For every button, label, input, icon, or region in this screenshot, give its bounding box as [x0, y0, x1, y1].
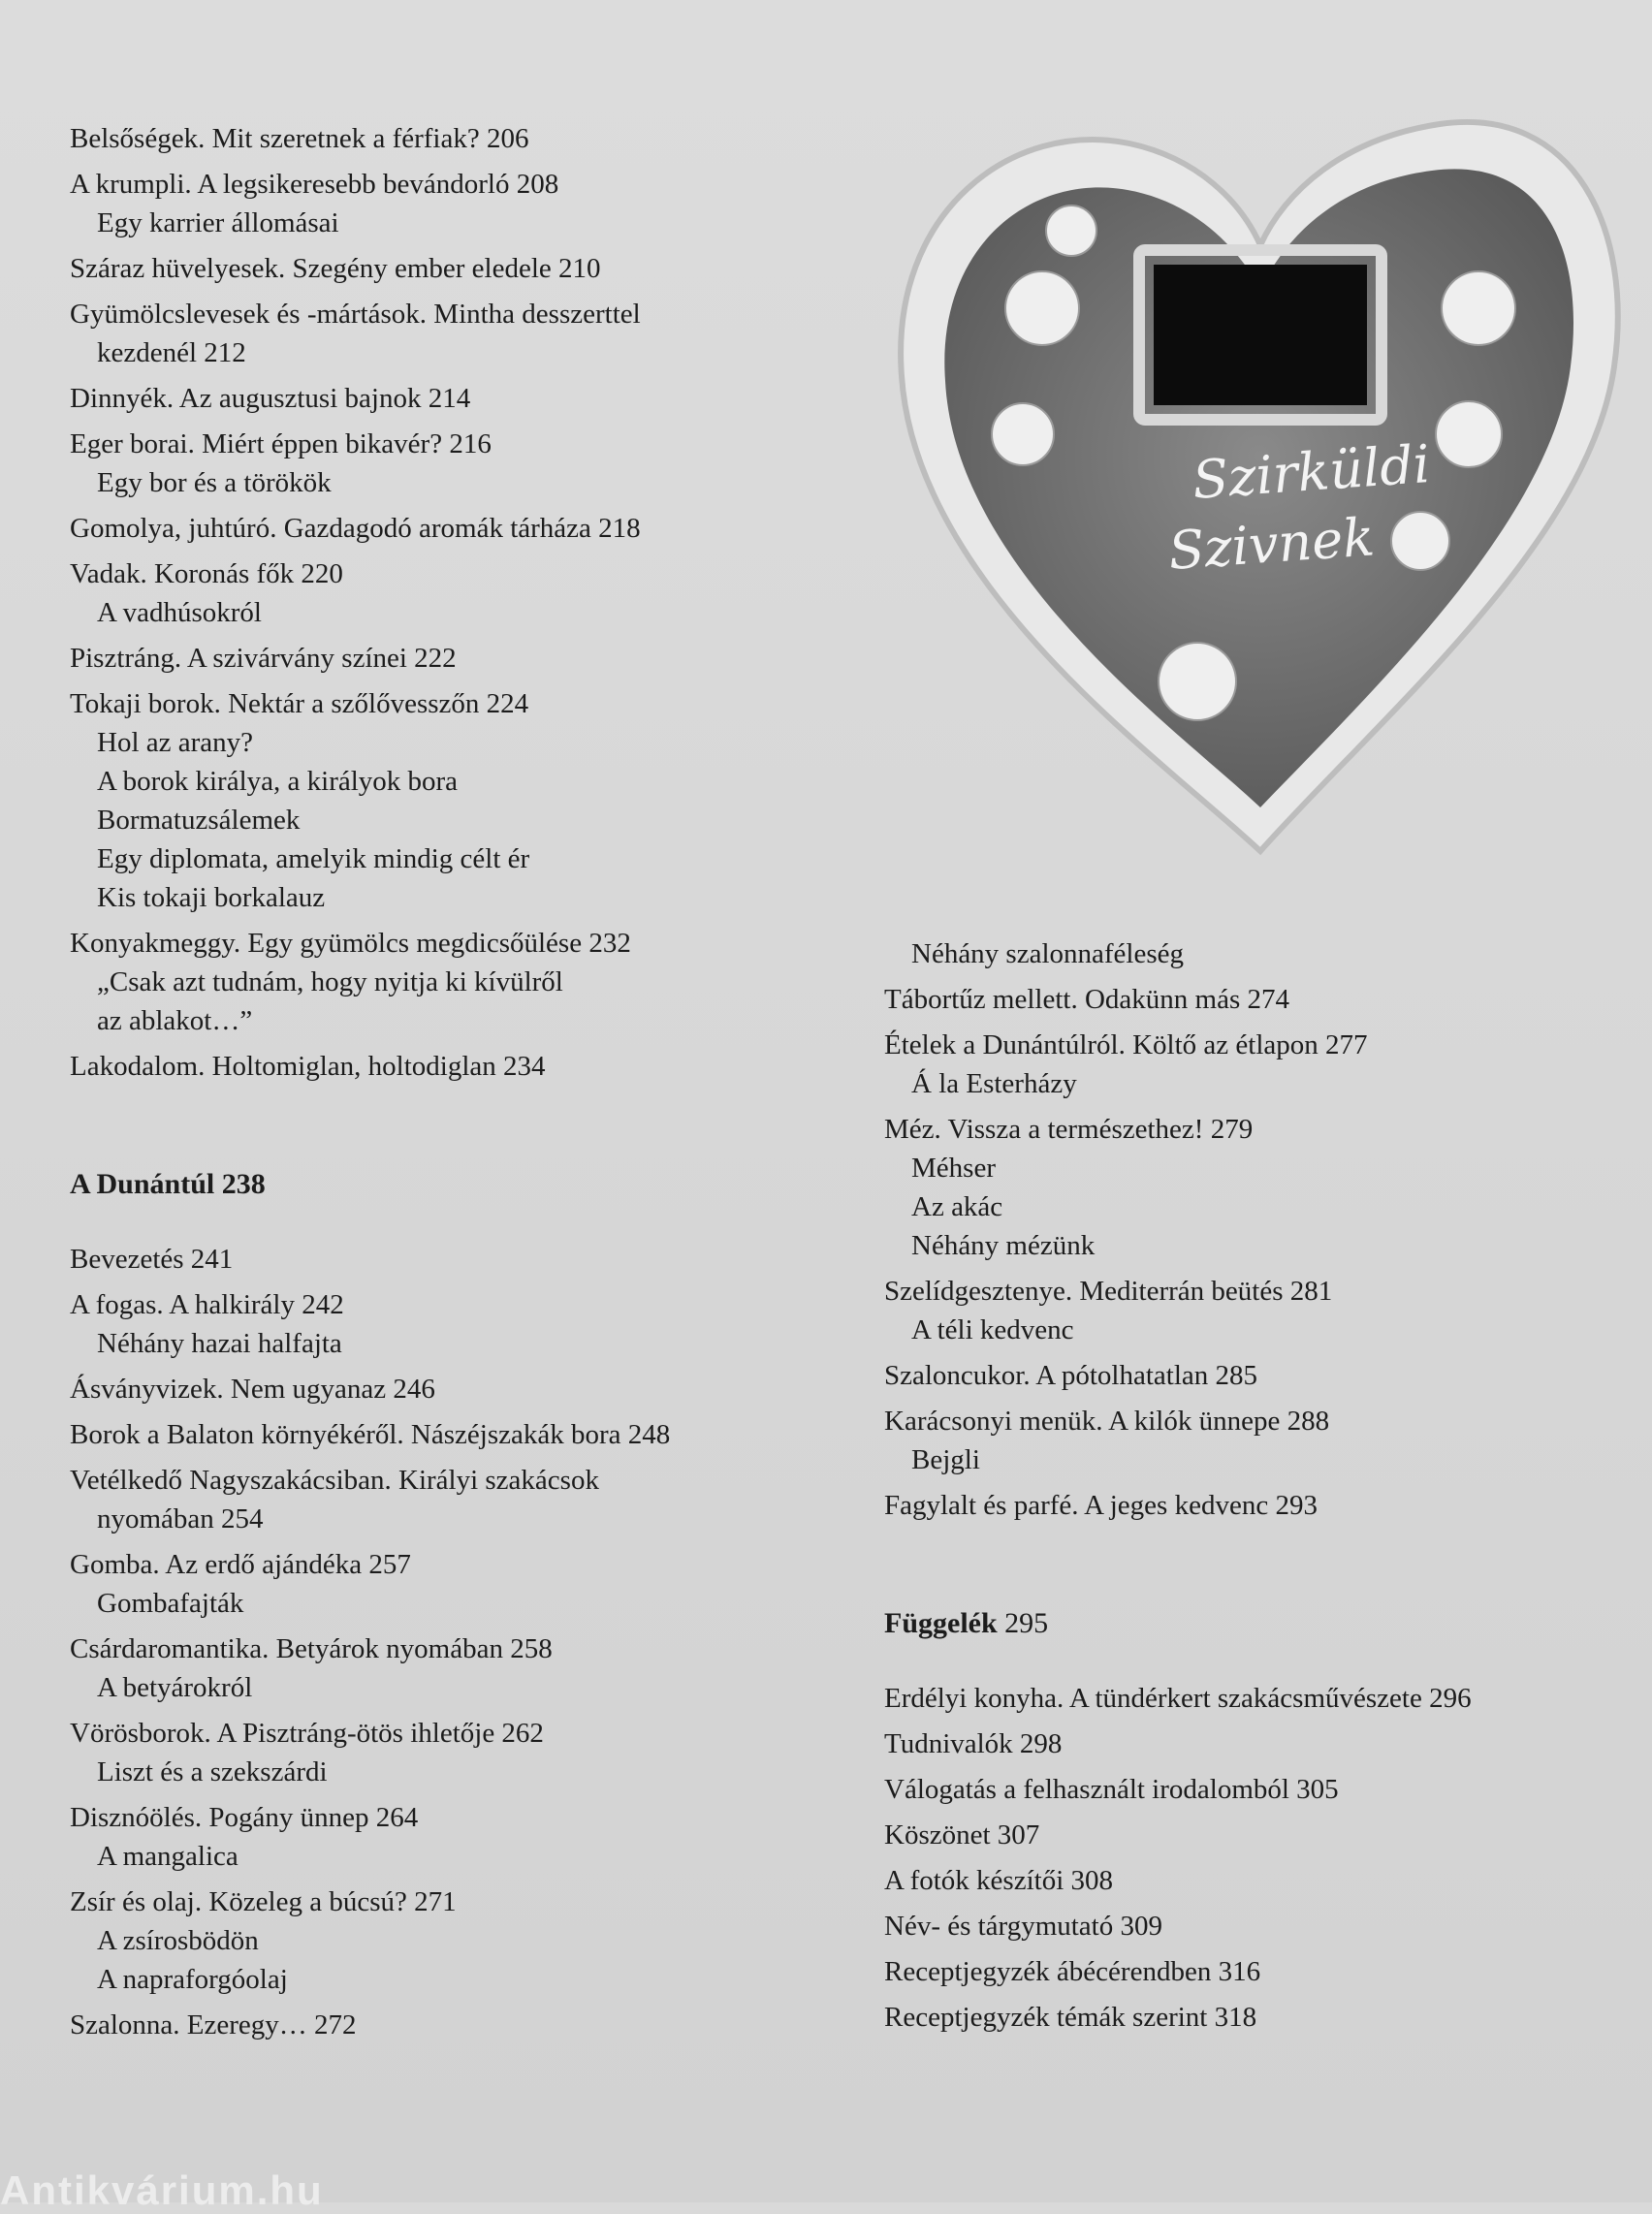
toc-sub-entry: Egy bor és a törökök	[97, 467, 332, 498]
toc-sub-entry: A mangalica	[97, 1841, 238, 1872]
toc-sub-entry: Liszt és a szekszárdi	[97, 1756, 328, 1787]
toc-sub-entry: Bormatuzsálemek	[97, 805, 301, 836]
toc-list-bottom	[70, 1240, 807, 2044]
heart-caption-line-1: Szirküldi	[1191, 432, 1432, 511]
toc-sub-entry: A borok királya, a királyok bora	[97, 766, 459, 797]
toc-entry: Ételek a Dunántúlról. Költő az étlapon 277	[884, 1029, 1368, 1060]
toc-entry: Pisztráng. A szivárvány színei 222	[70, 643, 457, 674]
toc-sub-entry: A zsírosbödön	[97, 1925, 259, 1956]
toc-entry: Fagylalt és parfé. A jeges kedvenc 293	[884, 1490, 1318, 1521]
toc-entry: Eger borai. Miért éppen bikavér? 216	[70, 428, 492, 459]
toc-entry: Vörösborok. A Pisztráng-ötös ihletője 262	[70, 1718, 544, 1749]
watermark: Antikvárium.hu	[0, 2167, 324, 2213]
toc-entry: Gomolya, juhtúró. Gazdagodó aromák tárháza 218	[70, 513, 641, 544]
toc-sub-entry: A téli kedvenc	[911, 1314, 1074, 1345]
toc-sub-entry: Egy diplomata, amelyik mindig célt ér	[97, 843, 530, 874]
toc-entry: Ásványvizek. Nem ugyanaz 246	[70, 1374, 435, 1405]
toc-continued-sub-entry: Néhány szalonnaféleség	[911, 938, 1185, 969]
toc-right-column	[884, 934, 1631, 2037]
toc-left-column	[70, 112, 807, 2044]
section-title-text: Függelék	[884, 1607, 998, 1639]
toc-entry: Karácsonyi menük. A kilók ünnepe 288	[884, 1406, 1330, 1437]
toc-list-top	[70, 119, 807, 1086]
toc-sub-entry: Méhser	[911, 1153, 996, 1184]
toc-sub-entry: Az akác	[911, 1191, 1003, 1222]
toc-entry: Szaloncukor. A pótolhatatlan 285	[884, 1360, 1258, 1391]
toc-entry: Tudnivalók 298	[884, 1728, 1063, 1759]
toc-list-appendix	[884, 1679, 1631, 2037]
toc-entry: Disznóölés. Pogány ünnep 264	[70, 1802, 419, 1833]
toc-entry: Receptjegyzék témák szerint 318	[884, 2002, 1257, 2033]
toc-entry: Borok a Balaton környékéről. Nászéjszakák bora 248	[70, 1419, 671, 1450]
toc-entry: Száraz hüvelyesek. Szegény ember eledele 210	[70, 253, 601, 284]
toc-sub-entry: Néhány mézünk	[911, 1230, 1096, 1261]
toc-entry: Receptjegyzék ábécérendben 316	[884, 1956, 1261, 1987]
toc-sub-entry: Kis tokaji borkalauz	[97, 882, 326, 913]
toc-entry: Név- és tárgymutató 309	[884, 1911, 1162, 1942]
toc-entry: Erdélyi konyha. A tündérkert szakácsművészete 296	[884, 1683, 1472, 1714]
toc-sub-entry: Gombafajták	[97, 1588, 244, 1619]
toc-entry: Gyümölcslevesek és -mártások. Mintha desszerttel	[70, 299, 641, 330]
toc-entry: A fogas. A halkirály 242	[70, 1289, 344, 1320]
toc-entry: Belsőségek. Mit szeretnek a férfiak? 206	[70, 123, 529, 154]
toc-entry: Méz. Vissza a természethez! 279	[884, 1114, 1254, 1145]
toc-sub-entry: Á la Esterházy	[911, 1068, 1077, 1099]
toc-entry: A fotók készítői 308	[884, 1865, 1114, 1896]
toc-sub-entry: „Csak azt tudnám, hogy nyitja ki kívülről	[97, 966, 563, 997]
toc-entry: Szelídgesztenye. Mediterrán beütés 281	[884, 1276, 1333, 1307]
toc-entry: Tábortűz mellett. Odakünn más 274	[884, 984, 1289, 1015]
section-title-fuggelek	[884, 1604, 1631, 1643]
toc-entry: Válogatás a felhasznált irodalomból 305	[884, 1774, 1339, 1805]
toc-sub-entry: A napraforgóolaj	[97, 1964, 288, 1995]
toc-entry: A krumpli. A legsikeresebb bevándorló 208	[70, 169, 559, 200]
toc-entry: Konyakmeggy. Egy gyümölcs megdicsőülése 232	[70, 928, 631, 959]
toc-sub-entry: nyomában 254	[97, 1503, 264, 1534]
heart-caption-line-2: Szivnek	[1166, 506, 1377, 582]
toc-entry: Gomba. Az erdő ajándéka 257	[70, 1549, 411, 1580]
toc-sub-entry: az ablakot…”	[97, 1005, 253, 1036]
toc-sub-entry: Bejgli	[911, 1444, 980, 1475]
toc-entry: Zsír és olaj. Közeleg a búcsú? 271	[70, 1886, 457, 1917]
toc-entry: Bevezetés 241	[70, 1244, 234, 1275]
toc-entry: Tokaji borok. Nektár a szőlővesszőn 224	[70, 688, 529, 719]
toc-entry: Dinnyék. Az augusztusi bajnok 214	[70, 383, 471, 414]
section-title-dunantul: A Dunántúl 238	[70, 1168, 266, 1200]
toc-entry: Vadak. Koronás fők 220	[70, 558, 343, 589]
toc-sub-entry: A betyárokról	[97, 1672, 253, 1703]
toc-entry: Köszönet 307	[884, 1819, 1040, 1850]
toc-entry: Csárdaromantika. Betyárok nyomában 258	[70, 1633, 553, 1664]
toc-entry: Lakodalom. Holtomiglan, holtodiglan 234	[70, 1051, 546, 1082]
toc-sub-entry: A vadhúsokról	[97, 597, 262, 628]
toc-sub-entry: kezdenél 212	[97, 337, 246, 368]
gingerbread-heart-image	[877, 85, 1643, 861]
toc-entry: Vetélkedő Nagyszakácsiban. Királyi szakácsok	[70, 1465, 599, 1496]
heart-mirror	[1154, 265, 1367, 405]
toc-list-mid	[884, 980, 1631, 1525]
toc-entry: Szalonna. Ezeregy… 272	[70, 2009, 357, 2040]
section-page-number: 295	[1004, 1607, 1049, 1639]
toc-sub-entry: Egy karrier állomásai	[97, 207, 339, 238]
toc-sub-entry: Hol az arany?	[97, 727, 254, 758]
toc-sub-entry: Néhány hazai halfajta	[97, 1328, 342, 1359]
